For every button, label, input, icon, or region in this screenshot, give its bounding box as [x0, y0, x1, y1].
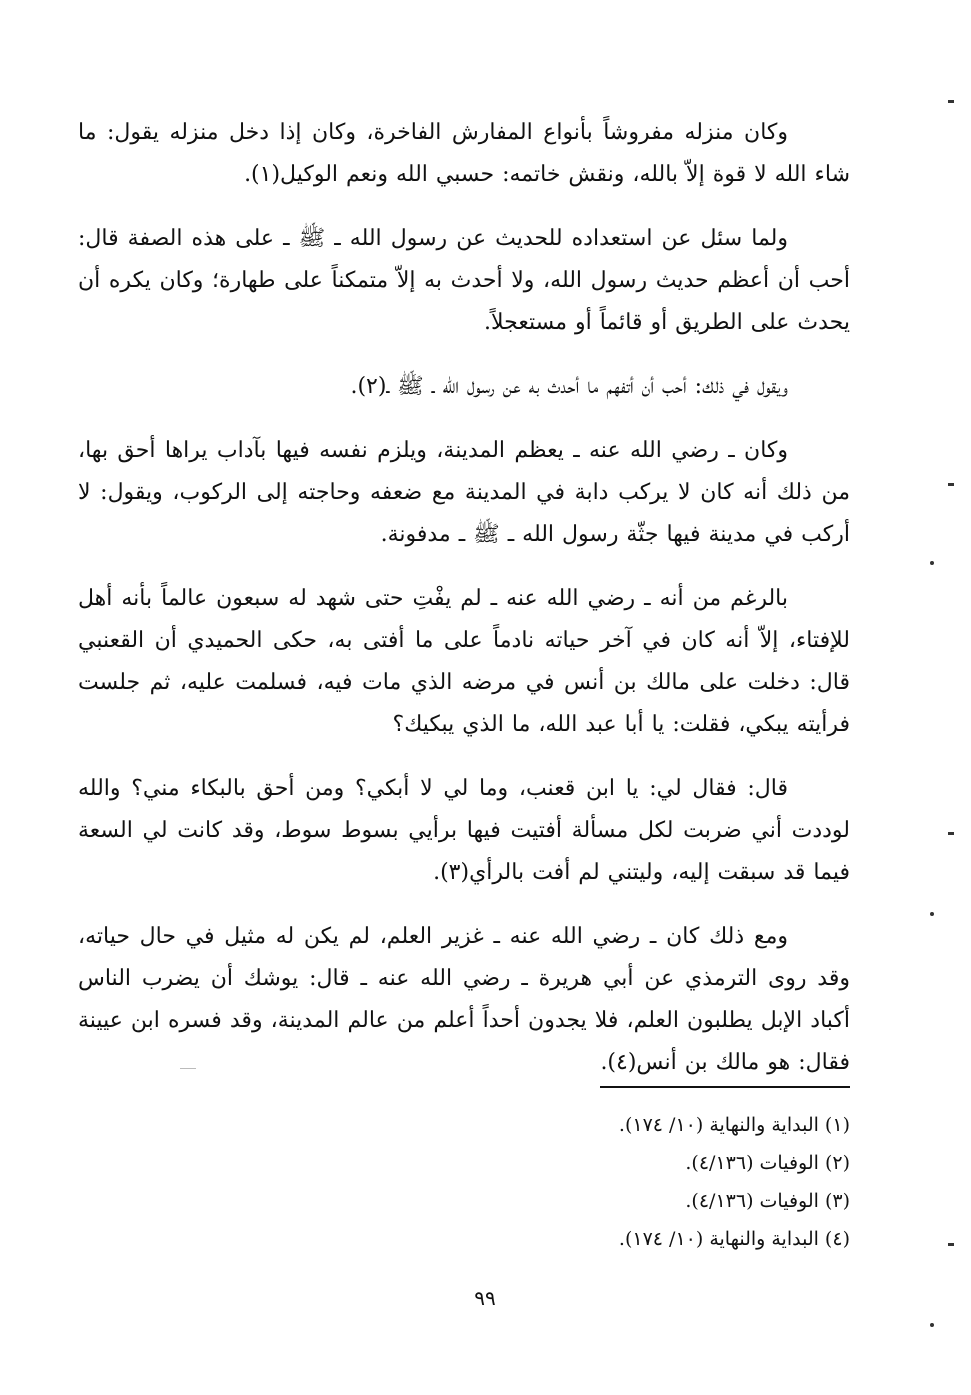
footnote-4: (٤) البداية والنهاية (١٠/ ١٧٤). — [618, 1228, 850, 1250]
paragraph-2: ولما سئل عن استعداده للحديث عن رسول الله ـ ﷺ ـ على هذه الصفة قال: أحب أن أعظم حديث رسول الله، ولا أحدث به إلاّ متمكناً على طهارة؛ وكان يكره أن يحدث على الطريق أو قائماً أو مستعجلاً. — [78, 226, 850, 335]
scan-edge-dot — [930, 561, 934, 565]
paragraph-3: ويقول في ذلك: أحب أن أتفهم ما أحدث به عن رسول الله ـ ﷺ ـ(٢). — [350, 374, 788, 399]
page-number: ٩٩ — [474, 1286, 496, 1310]
footnotes-list — [78, 1106, 850, 1258]
scan-edge-mark — [948, 832, 954, 835]
paragraph-7: ومع ذلك كان ـ رضي الله عنه ـ غزير العلم، لم يكن له مثيل في حال حياته، وقد روى الترمذي عن أبي هريرة ـ رضي الله عنه ـ قال: يوشك أن يضرب الناس أكباد الإبل يطلبون العلم، فلا يجدون أحداً أعلم من عالم المدينة، وقد فسره ابن عيينة فقال: هو مالك بن أنس(٤). — [78, 924, 850, 1075]
paragraph-1: وكان منزله مفروشاً بأنواع المفارش الفاخرة، وكان إذا دخل منزله يقول: ما شاء الله لا قوة إلاّ بالله، ونقش خاتمه: حسبي الله ونعم الوكيل(١). — [78, 120, 850, 187]
scan-edge-mark — [948, 483, 954, 486]
footnote-1: (١) البداية والنهاية (١٠/ ١٧٤). — [618, 1114, 850, 1136]
paragraph-5: بالرغم من أنه ـ رضي الله عنه ـ لم يفْتِ حتى شهد له سبعون عالماً بأنه أهل للإفتاء، إلاّ أنه كان في آخر حياته نادماً على ما أفتى به، حكى الحميدي أن القعنبي قال: دخلت على مالك بن أنس في مرضه الذي مات فيه، فسلمت عليه، ثم جلست فرأيته يبكي، فقلت: يا أبا عبد الله، ما الذي يبكيك؟ — [78, 586, 850, 737]
page-body — [78, 112, 850, 1106]
footnote-3: (٣) الوفيات (٤/١٣٦). — [685, 1190, 850, 1212]
scan-edge-dot — [930, 912, 934, 916]
paragraph-6: قال: فقال لي: يا ابن قعنب، وما لي لا أبكي؟ ومن أحق بالبكاء مني؟ والله لوددت أني ضربت لكل مسألة أفتيت فيها برأيي بسوط سوط، وقد كانت لي السعة فيما قد سبقت إليه، وليتني لم أفت بالرأي(٣). — [78, 776, 850, 885]
footnote-2: (٢) الوفيات (٤/١٣٦). — [685, 1152, 850, 1174]
scan-edge-mark — [948, 100, 954, 103]
scan-edge-mark — [948, 1243, 954, 1246]
scan-artifact — [180, 1068, 196, 1069]
footnote-divider — [600, 1086, 850, 1088]
scan-edge-dot — [930, 1323, 934, 1327]
paragraph-4: وكان ـ رضي الله عنه ـ يعظم المدينة، ويلزم نفسه فيها بآداب يراها أحق بها، من ذلك أنه كان لا يركب دابة في المدينة مع ضعفه وحاجته إلى الركوب، ويقول: لا أركب في مدينة فيها جثّة رسول الله ـ ﷺ ـ مدفونة. — [78, 438, 850, 547]
